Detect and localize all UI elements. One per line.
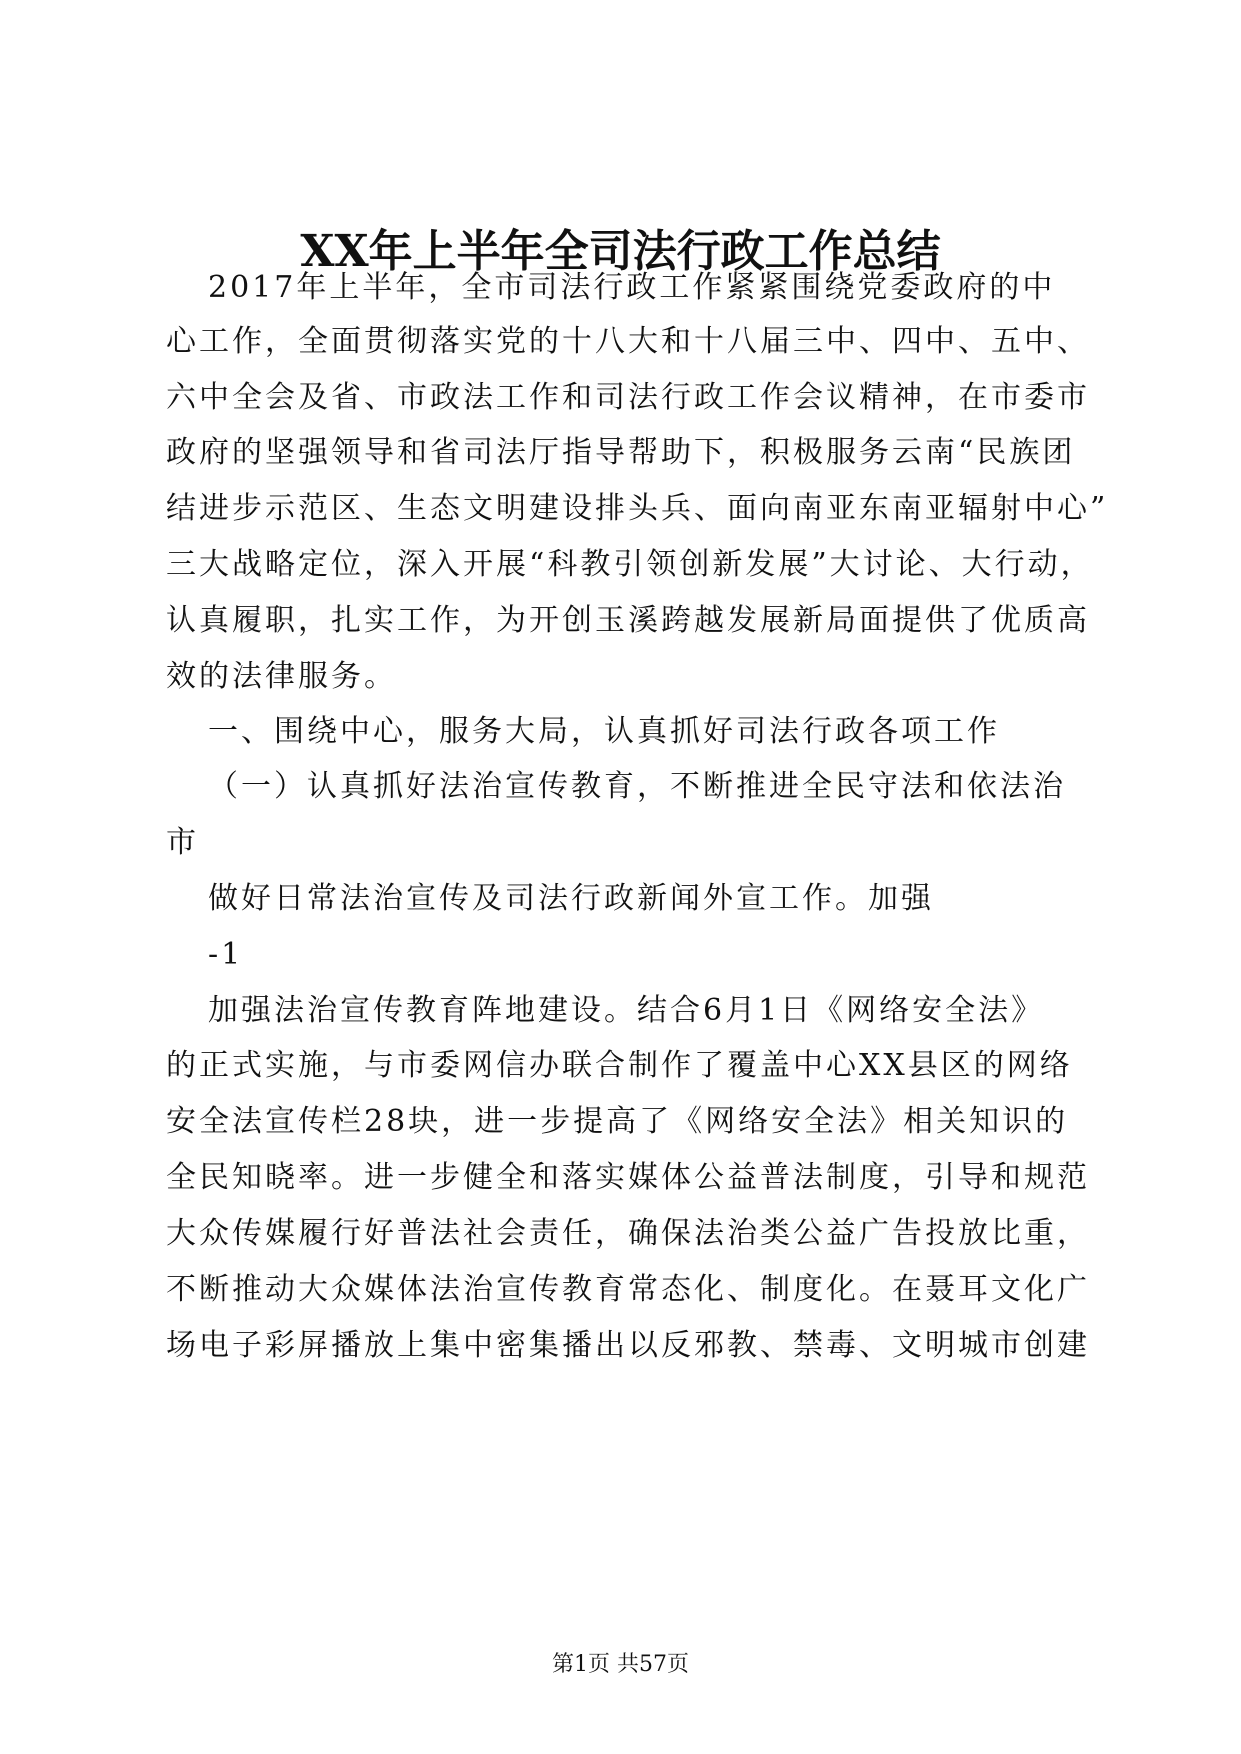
subsection-heading-continued: 市 <box>166 825 199 860</box>
subsection-heading: （一）认真抓好法治宣传教育，不断推进全民守法和依法治 <box>208 769 1066 804</box>
paragraph-line: 大众传媒履行好普法社会责任，确保法治类公益广告投放比重， <box>166 1216 1090 1251</box>
section-heading: 一、围绕中心，服务大局，认真抓好司法行政各项工作 <box>208 714 1000 749</box>
paragraph-line: 效的法律服务。 <box>166 659 397 694</box>
paragraph-line: 六中全会及省、市政法工作和司法行政工作会议精神，在市委市 <box>166 380 1090 415</box>
paragraph-line: 心工作，全面贯彻落实党的十八大和十八届三中、四中、五中、 <box>166 324 1090 359</box>
paragraph-line: 安全法宣传栏28块，进一步提高了《网络安全法》相关知识的 <box>166 1104 1069 1139</box>
document-title: XX年上半年全司法行政工作总结 <box>300 226 941 277</box>
paragraph-line: 结进步示范区、生态文明建设排头兵、面向南亚东南亚辐射中心” <box>166 491 1109 526</box>
paragraph-line: 场电子彩屏播放上集中密集播出以反邪教、禁毒、文明城市创建 <box>166 1328 1090 1363</box>
paragraph-line: 认真履职，扎实工作，为开创玉溪跨越发展新局面提供了优质高 <box>166 603 1090 638</box>
page-footer: 第1页 共57页 <box>552 1652 689 1677</box>
paragraph-line: 不断推动大众媒体法治宣传教育常态化、制度化。在聂耳文化广 <box>166 1272 1090 1307</box>
paragraph-line: 政府的坚强领导和省司法厅指导帮助下，积极服务云南“民族团 <box>166 435 1076 470</box>
list-marker: -1 <box>208 937 244 972</box>
paragraph-line: 加强法治宣传教育阵地建设。结合6月1日《网络安全法》 <box>208 993 1045 1028</box>
paragraph-line: 的正式实施，与市委网信办联合制作了覆盖中心XX县区的网络 <box>166 1048 1073 1083</box>
paragraph-line: 做好日常法治宣传及司法行政新闻外宣工作。加强 <box>208 881 934 916</box>
paragraph-line: 2017年上半年，全市司法行政工作紧紧围绕党委政府的中 <box>208 270 1056 305</box>
paragraph-line: 全民知晓率。进一步健全和落实媒体公益普法制度，引导和规范 <box>166 1160 1090 1195</box>
paragraph-line: 三大战略定位，深入开展“科教引领创新发展”大讨论、大行动， <box>166 547 1094 582</box>
